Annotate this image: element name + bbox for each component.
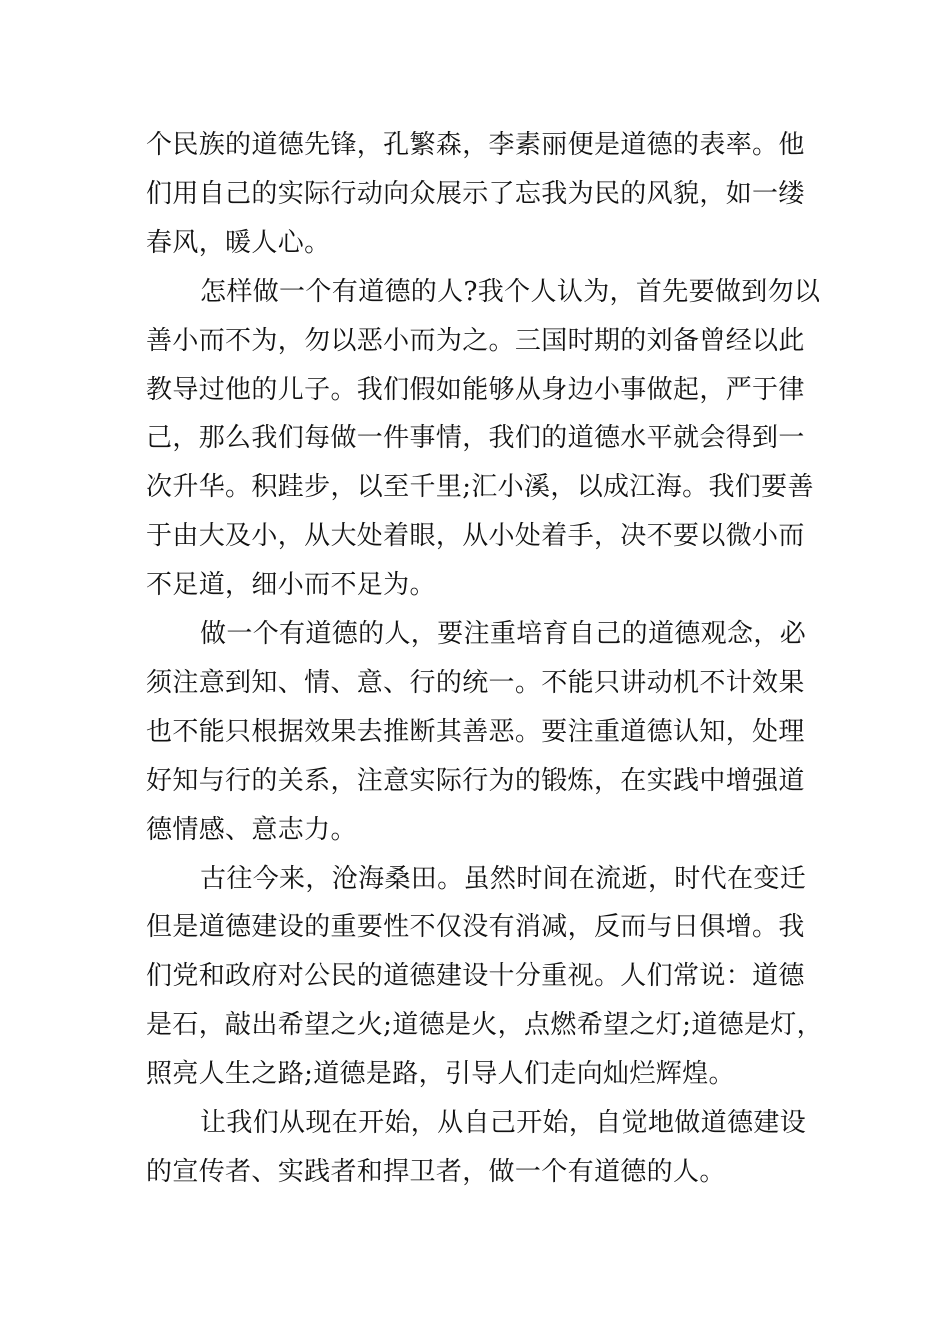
paragraph-first-line: 怎样做一个有道德的人?我个人认为，首先要做到勿以 [200, 276, 821, 307]
text-line: 也不能只根据效果去推断其善恶。要注重道德认知，处理 [146, 716, 805, 747]
paragraph-first-line: 让我们从现在开始，从自己开始，自觉地做道德建设 [200, 1108, 807, 1138]
paragraph-first-line: 古往今来，沧海桑田。虽然时间在流逝，时代在变迁 [200, 863, 807, 894]
text-line: 是石，敲出希望之火;道德是火，点燃希望之灯;道德是灯， [146, 1010, 823, 1041]
text-line: 的宣传者、实践者和捍卫者，做一个有道德的人。 [146, 1156, 726, 1187]
text-line: 不足道，细小而不足为。 [146, 570, 436, 601]
text-line: 须注意到知、情、意、行的统一。不能只讲动机不计效果 [146, 667, 805, 698]
text-line: 但是道德建设的重要性不仅没有消减，反而与日俱增。我 [146, 912, 805, 943]
text-line: 善小而不为，勿以恶小而为之。三国时期的刘备曾经以此 [146, 325, 805, 356]
text-line: 次升华。积跬步，以至千里;汇小溪，以成江海。我们要善 [146, 472, 814, 503]
text-line: 们党和政府对公民的道德建设十分重视。人们常说：道德 [146, 961, 805, 992]
text-line: 们用自己的实际行动向众展示了忘我为民的风貌，如一缕 [146, 178, 805, 209]
text-line: 个民族的道德先锋，孔繁森，李素丽便是道德的表率。他 [146, 130, 805, 160]
text-line: 照亮人生之路;道德是路，引导人们走向灿烂辉煌。 [146, 1059, 735, 1090]
text-line: 教导过他的儿子。我们假如能够从身边小事做起，严于律 [146, 374, 805, 405]
text-line: 己，那么我们每做一件事情，我们的道德水平就会得到一 [146, 423, 805, 454]
text-line: 德情感、意志力。 [146, 814, 357, 845]
text-line: 好知与行的关系，注意实际行为的锻炼，在实践中增强道 [146, 765, 805, 796]
text-line: 于由大及小，从大处着眼，从小处着手，决不要以微小而 [146, 521, 805, 552]
paragraph-first-line: 做一个有道德的人，要注重培育自己的道德观念，必 [200, 619, 807, 649]
text-line: 春风，暖人心。 [146, 227, 331, 258]
